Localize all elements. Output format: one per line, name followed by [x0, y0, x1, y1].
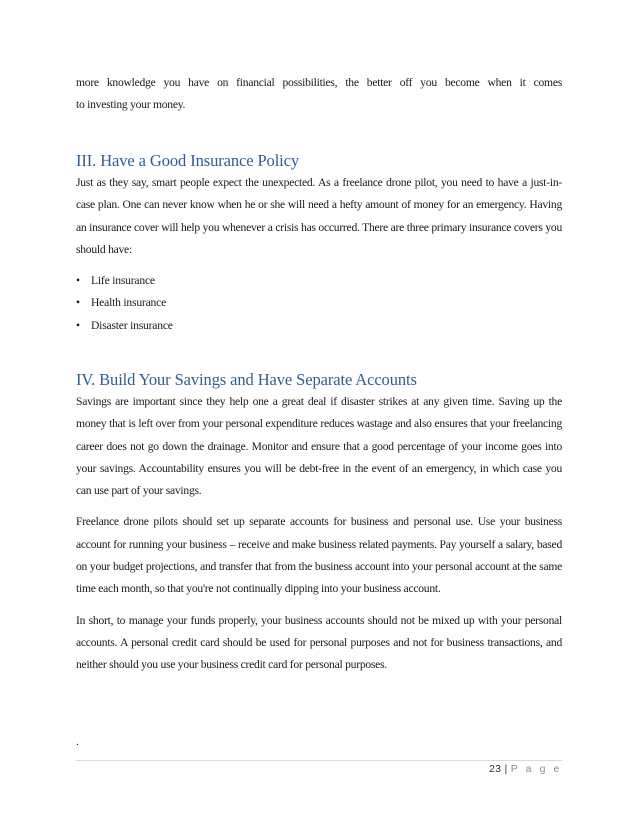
list-item [76, 270, 562, 292]
page-number: 23 [488, 763, 502, 775]
list-item [76, 315, 562, 337]
savings-paragraph-1: Savings are important since they help one a great deal if disaster strikes at any given time. Saving up the money that is left over from your personal expenditure reduces wastage and also ensures that your freelancing career does not go down the drainage. Monitor and ensure that a good percentage of your income goes into your savings. Accountability ensures you will be debt-free in the event of an emergency, in which case you can use part of your savings. [76, 395, 562, 498]
list-item-label: Health insurance [91, 296, 167, 310]
footer-divider [76, 760, 562, 761]
bullet-icon: • [76, 296, 80, 310]
list-item-label: Disaster insurance [91, 318, 173, 332]
savings-paragraph-3: In short, to manage your funds properly, your business accounts should not be mixed up with your personal accounts. A personal credit card should be used for personal purposes and not for business transactions, and neither should you use your business credit card for personal purposes. [76, 613, 562, 672]
insurance-paragraph: Just as they say, smart people expect the unexpected. As a freelance drone pilot, you need to have a just-in-case plan. One can never know when he or she will need a hefty amount of money for an emergency. Having an insurance cover will help you whenever a crisis has occurred. There are three primary insurance covers you should have: [76, 176, 562, 256]
page-footer [489, 763, 562, 775]
intro-line-2: to investing your money. [76, 98, 186, 112]
section-insurance [76, 151, 562, 337]
section-heading-savings: IV. Build Your Savings and Have Separate Accounts [76, 370, 417, 389]
section-heading-insurance: III. Have a Good Insurance Policy [76, 151, 300, 170]
list-item [76, 292, 562, 314]
page-label: P a g e [510, 763, 562, 775]
savings-paragraph-2: Freelance drone pilots should set up separate accounts for business and personal use. Use your business account for running your business – receive and make business related payments. Pay yourself a salary, based on your budget projections, and transfer that from the business account into your personal account at the same time each month, so that you're not continually dipping into your business account. [76, 515, 562, 596]
section-savings [76, 370, 562, 677]
footer-separator: | [504, 763, 508, 775]
insurance-list [76, 270, 562, 337]
bullet-icon: • [76, 274, 80, 288]
intro-paragraph [76, 72, 562, 117]
bullet-icon: • [76, 318, 80, 332]
intro-line-1: more knowledge you have on financial possibilities, the better off you become when it comes [76, 76, 562, 89]
list-item-label: Life insurance [91, 274, 155, 288]
stray-period: . [76, 736, 79, 748]
